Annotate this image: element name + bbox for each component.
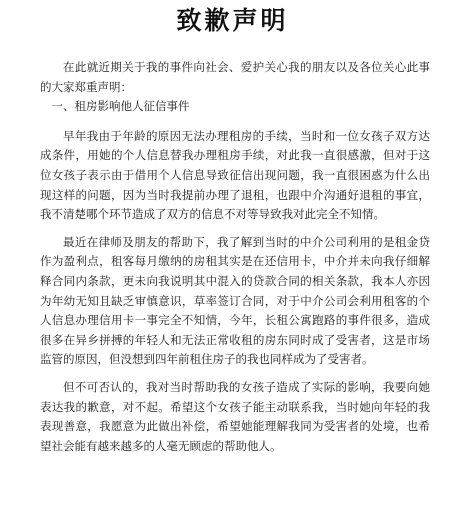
section-heading: 一、租房影响他人征信事件	[51, 99, 190, 114]
body-paragraph-3: 但不可否认的，我对当时帮助我的女孩子造成了实际的影响，我要向她表达我的歉意，对不起。希望这个女孩子能主动联系我，当时她向年轻的我表现善意，我愿意为此做出补偿，希望她能理解我同为受害者的处境，也希望社会能有越来越多的人毫无顾虑的帮助他人。	[40, 379, 430, 453]
document-body	[40, 58, 430, 464]
body-paragraph-1: 早年我由于年龄的原因无法办理租房的手续，当时和一位女孩子双方达成条件，用她的个人信息替我办理租房手续，对此我一直很感激，但对于这位女孩子表示由于借用个人信息导致征信出现问题，我一直很困惑为什么出现这样的问题，因为当时我提前办理了退租，也跟中介沟通好退租的事宜，我不清楚哪个环节造成了双方的信息不对等导致我对此完全不知情。	[40, 128, 430, 222]
body-paragraph-2: 最近在律师及朋友的帮助下，我了解到当时的中介公司利用的是租金贷作为盈利点，租客每月缴纳的房租其实是在还信用卡，中介并未向我仔细解释合同内条款，更未向我说明其中混入的贷款合同的相关条款，我本人亦因为年幼无知且缺乏审慎意识，草率签订合同，对于中介公司会利用租客的个人信息办理信用卡一事完全不知情，今年，长租公寓跑路的事件很多，造成很多在异乡拼搏的年轻人和无法正常收租的房东同时成了受害者，这是市场监管的原因，但没想到四年前租住房子的我也同样成为了受害者。	[40, 234, 430, 367]
document-title: 致歉声明	[176, 6, 289, 35]
intro-paragraph: 在此就近期关于我的事件向社会、爱护关心我的朋友以及各位关心此事的大家郑重声明：	[40, 60, 430, 94]
